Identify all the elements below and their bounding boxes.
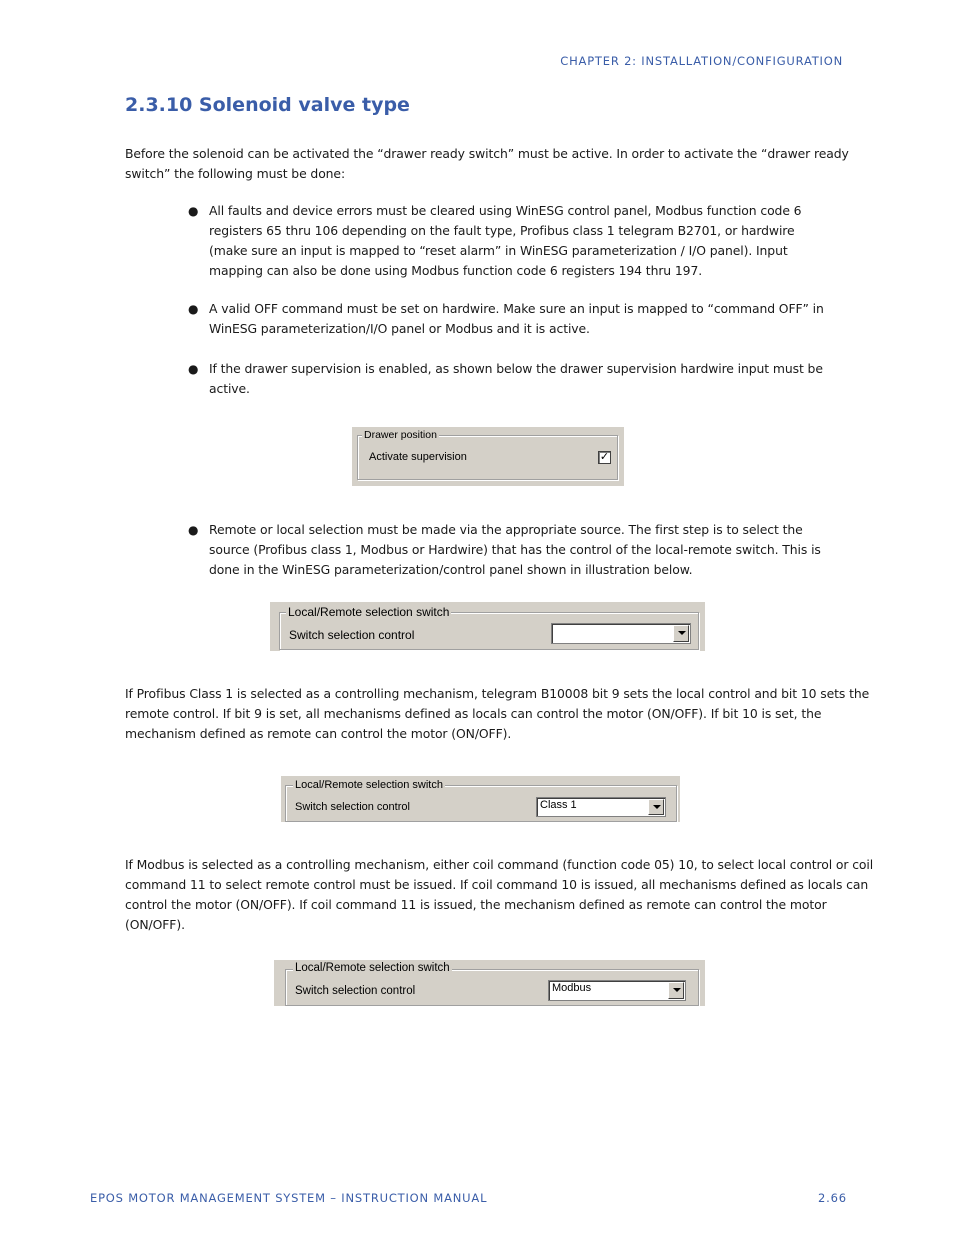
switch-selection-panel-modbus — [274, 960, 705, 1006]
chevron-down-icon[interactable] — [668, 982, 684, 999]
modbus-paragraph: If Modbus is selected as a controlling mechanism, either coil command (function code 05) 10, to select local control or coil command 11 to select remote control must be issued. If coil command 10 is issued, all mechanisms defined as locals can control the motor (ON/OFF). If coil command 11 is issued, the mechanism defined as remote can control the motor (ON/OFF). — [125, 857, 874, 932]
chapter-header: CHAPTER 2: INSTALLATION/CONFIGURATION — [560, 54, 843, 68]
bullet-icon: ● — [188, 204, 199, 218]
switch-selection-label: Switch selection control — [295, 985, 416, 997]
bullet-text: Remote or local selection must be made via the appropriate source. The first step is to select the source (Profibus class 1, Modbus or Hardwire) that has the control of the local-remote switch. This is done in the WinESG parameterization/control panel shown in illustration below. — [209, 522, 821, 577]
list-item — [188, 201, 828, 281]
switch-selection-value: Class 1 — [540, 799, 577, 811]
bullet-icon: ● — [188, 362, 199, 376]
bullet-icon: ● — [188, 302, 199, 316]
switch-selection-panel-class1 — [281, 776, 680, 822]
drawer-position-legend: Drawer position — [364, 429, 437, 441]
footer-title: EPOS MOTOR MANAGEMENT SYSTEM – INSTRUCTION MANUAL — [90, 1191, 488, 1205]
chevron-down-icon[interactable] — [648, 799, 664, 815]
bullet-text: A valid OFF command must be set on hardwire. Make sure an input is mapped to “command OFF” in WinESG parameterization/I/O panel or Modbus and it is active. — [209, 301, 824, 336]
page-number: 2.66 — [818, 1191, 847, 1205]
section-title: 2.3.10 Solenoid valve type — [125, 94, 410, 116]
chevron-down-icon[interactable] — [673, 625, 689, 642]
list-item — [188, 520, 828, 580]
bullet-text: If the drawer supervision is enabled, as shown below the drawer supervision hardwire input must be active. — [209, 361, 823, 396]
list-item — [188, 359, 828, 399]
switch-selection-legend: Local/Remote selection switch — [295, 779, 443, 791]
list-item — [188, 299, 828, 339]
bullet-text: All faults and device errors must be cleared using WinESG control panel, Modbus function code 6 registers 65 thru 106 depending on the fault type, Profibus class 1 telegram B2701, or hardwire (make sure an input is mapped to “reset alarm” in WinESG parameterization / I/O panel). Input mapping can also be done using Modbus function code 6 registers 194 thru 197. — [209, 203, 802, 278]
switch-selection-label: Switch selection control — [289, 628, 415, 642]
switch-selection-value: Modbus — [552, 982, 592, 994]
switch-selection-legend: Local/Remote selection switch — [288, 605, 450, 619]
profibus-paragraph: If Profibus Class 1 is selected as a controlling mechanism, telegram B10008 bit 9 sets the local control and bit 10 sets the remote control. If bit 9 is set, all mechanisms defined as locals can control the motor (ON/OFF). If bit 10 is set, the mechanism defined as remote can control the motor (ON/OFF). — [125, 686, 870, 741]
bullet-icon: ● — [188, 523, 199, 537]
activate-supervision-label: Activate supervision — [369, 451, 467, 463]
switch-selection-panel-empty — [270, 602, 705, 651]
switch-selection-dropdown[interactable] — [548, 980, 686, 1001]
switch-selection-dropdown[interactable] — [536, 797, 666, 817]
drawer-position-panel — [352, 427, 624, 486]
switch-selection-dropdown[interactable] — [551, 623, 691, 644]
switch-selection-label: Switch selection control — [295, 801, 410, 813]
intro-paragraph: Before the solenoid can be activated the “drawer ready switch” must be active. In order to activate the “drawer ready switch” the following must be done: — [125, 146, 849, 181]
activate-supervision-checkbox[interactable]: ✓ — [599, 451, 610, 463]
switch-selection-legend: Local/Remote selection switch — [295, 962, 450, 974]
